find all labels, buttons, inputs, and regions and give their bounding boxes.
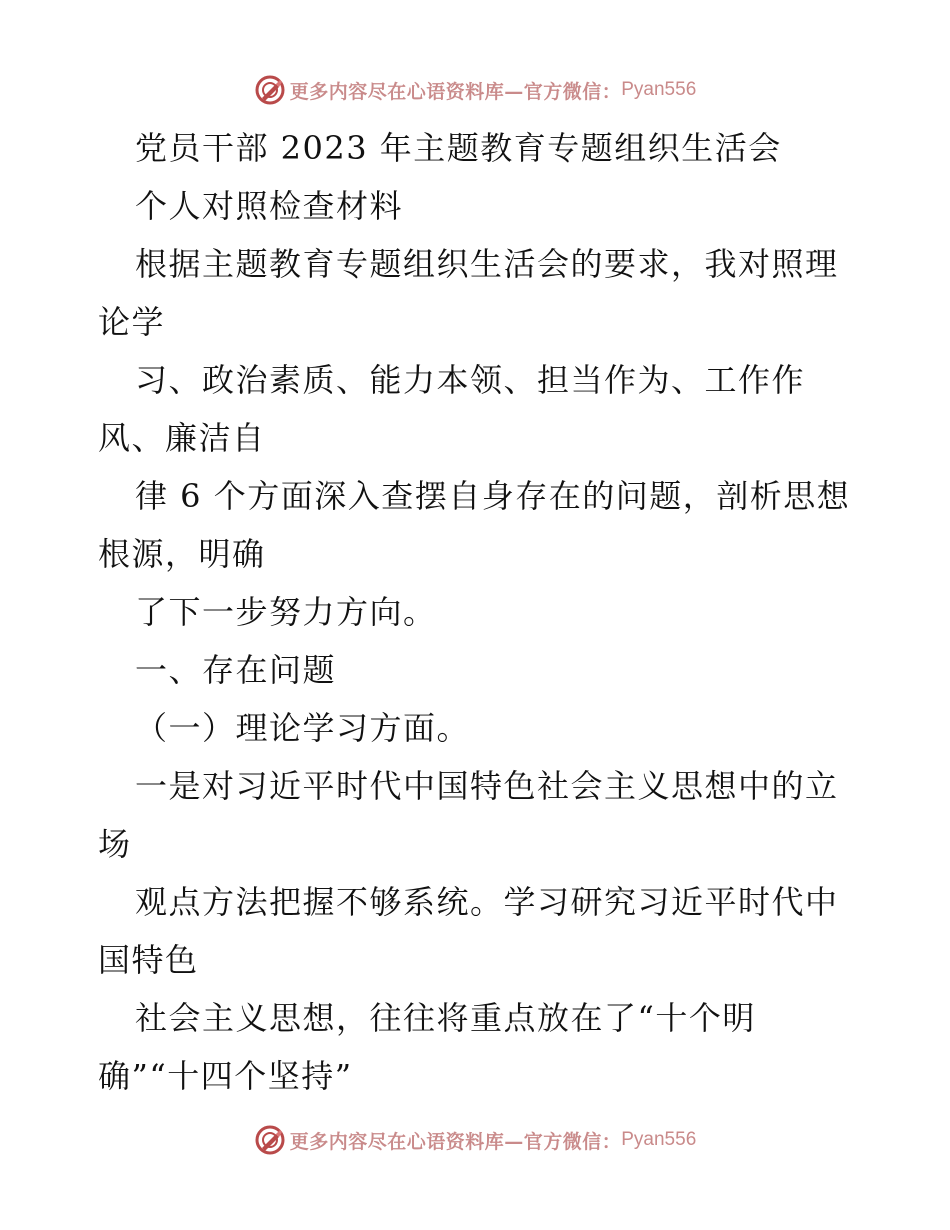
paragraph-line: 国特色 bbox=[98, 941, 199, 979]
document-title-line-1: 党员干部 2023 年主题教育专题组织生活会 bbox=[135, 129, 782, 167]
red-seal-logo-icon bbox=[254, 74, 286, 106]
header-banner-text: 更多内容尽在心语资料库—官方微信： bbox=[289, 80, 622, 103]
paragraph-line: 习、政治素质、能力本领、担当作为、工作作 bbox=[135, 361, 806, 399]
document-title-line-2: 个人对照检查材料 bbox=[135, 187, 404, 225]
paragraph-line: 根据主题教育专题组织生活会的要求，我对照理 bbox=[135, 245, 839, 283]
footer-watermark-banner bbox=[0, 1120, 950, 1160]
paragraph-line: 社会主义思想，往往将重点放在了“十个明 bbox=[135, 999, 756, 1037]
subsection-heading: （一）理论学习方面。 bbox=[135, 709, 471, 747]
footer-banner-text: 更多内容尽在心语资料库—官方微信： bbox=[289, 1130, 622, 1153]
section-heading: 一、存在问题 bbox=[135, 651, 337, 689]
red-seal-logo-icon bbox=[254, 1124, 286, 1156]
paragraph-line: 根源，明确 bbox=[98, 535, 266, 573]
paragraph-line: 论学 bbox=[98, 303, 166, 341]
paragraph-line: 确”“十四个坚持” bbox=[98, 1057, 353, 1095]
header-watermark-banner bbox=[0, 70, 950, 110]
paragraph-line: 场 bbox=[98, 825, 132, 863]
header-banner-wechat-id: Pyan556 bbox=[621, 79, 697, 100]
paragraph-line: 一是对习近平时代中国特色社会主义思想中的立 bbox=[135, 767, 839, 805]
paragraph-line: 了下一步努力方向。 bbox=[135, 593, 437, 631]
footer-banner-wechat-id: Pyan556 bbox=[621, 1129, 697, 1150]
paragraph-line: 观点方法把握不够系统。学习研究习近平时代中 bbox=[135, 883, 839, 921]
paragraph-line: 律 6 个方面深入查摆自身存在的问题，剖析思想 bbox=[135, 477, 851, 515]
paragraph-line: 风、廉洁自 bbox=[98, 419, 266, 457]
